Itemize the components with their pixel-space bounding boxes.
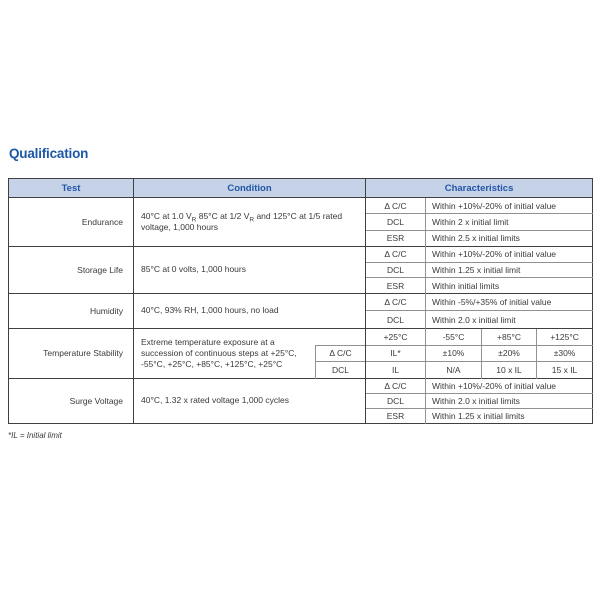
param-cell: Δ C/C (366, 293, 426, 311)
spacer-cell (316, 328, 366, 345)
table-row (9, 198, 593, 214)
table-row (9, 293, 593, 311)
col-header-test: Test (9, 179, 134, 198)
param-cell: DCL (316, 362, 366, 379)
page-title: Qualification (9, 146, 89, 161)
param-cell: DCL (366, 262, 426, 278)
temp-header-cell: +85°C (482, 328, 537, 345)
value-cell: Within 2.0 x initial limit (426, 311, 593, 329)
condition-text: 85°C at 1/2 V (196, 210, 250, 221)
param-cell: ESR (366, 278, 426, 294)
table-row (9, 246, 593, 262)
value-cell: Within +10%/-20% of initial value (426, 198, 593, 214)
param-cell: DCL (366, 394, 426, 409)
temp-value-cell: ±10% (426, 345, 482, 362)
value-cell: Within 2.5 x initial limits (426, 230, 593, 246)
param-cell: DCL (366, 214, 426, 230)
temp-value-cell: 15 x IL (537, 362, 593, 379)
param-cell: ESR (366, 230, 426, 246)
temp-value-cell: N/A (426, 362, 482, 379)
table-header-row (9, 179, 593, 198)
param-cell: Δ C/C (366, 379, 426, 394)
test-cell-storage-life: Storage Life (9, 246, 134, 293)
value-cell: Within +10%/-20% of initial value (426, 379, 593, 394)
temp-value-cell: ±30% (537, 345, 593, 362)
footnote: *IL = Initial limit (8, 431, 62, 440)
condition-cell-surge-voltage: 40°C, 1.32 x rated voltage 1,000 cycles (134, 379, 366, 424)
test-cell-endurance: Endurance (9, 198, 134, 247)
value-cell: Within initial limits (426, 278, 593, 294)
param-cell: Δ C/C (316, 345, 366, 362)
param-cell: Δ C/C (366, 198, 426, 214)
value-cell: Within 2 x initial limit (426, 214, 593, 230)
value-cell: Within 2.0 x initial limits (426, 394, 593, 409)
temp-value-cell: 10 x IL (482, 362, 537, 379)
temp-header-cell: +125°C (537, 328, 593, 345)
condition-cell-storage-life: 85°C at 0 volts, 1,000 hours (134, 246, 366, 293)
temp-header-cell: -55°C (426, 328, 482, 345)
col-header-condition: Condition (134, 179, 366, 198)
value-cell: Within 1.25 x initial limit (426, 262, 593, 278)
temp-value-cell: ±20% (482, 345, 537, 362)
subscript-vr: R (249, 216, 255, 224)
table-row (9, 379, 593, 394)
value-cell: Within +10%/-20% of initial value (426, 246, 593, 262)
test-cell-humidity: Humidity (9, 293, 134, 328)
condition-cell-humidity: 40°C, 93% RH, 1,000 hours, no load (134, 293, 366, 328)
value-cell: Within 1.25 x initial limits (426, 409, 593, 424)
test-cell-surge-voltage: Surge Voltage (9, 379, 134, 424)
temp-header-cell: +25°C (366, 328, 426, 345)
subscript-vr: R (191, 216, 197, 224)
qualification-table (8, 178, 593, 424)
condition-text: 40°C at 1.0 V (141, 210, 192, 221)
value-cell: Within -5%/+35% of initial value (426, 293, 593, 311)
col-header-characteristics: Characteristics (366, 179, 593, 198)
param-cell: Δ C/C (366, 246, 426, 262)
table-row (9, 328, 593, 345)
condition-cell-endurance (134, 198, 366, 247)
param-cell: ESR (366, 409, 426, 424)
param-cell: DCL (366, 311, 426, 329)
test-cell-temperature-stability: Temperature Stability (9, 328, 134, 378)
condition-text: and 125°C at 1/5 rated voltage, 1,000 hours (141, 210, 343, 232)
temp-value-cell: IL* (366, 345, 426, 362)
condition-cell-temperature-stability: Extreme temperature exposure at a succession of continuous steps at +25°C, -55°C, +25°C, +85°C, +125°C, +25°C (134, 328, 316, 378)
temp-value-cell: IL (366, 362, 426, 379)
